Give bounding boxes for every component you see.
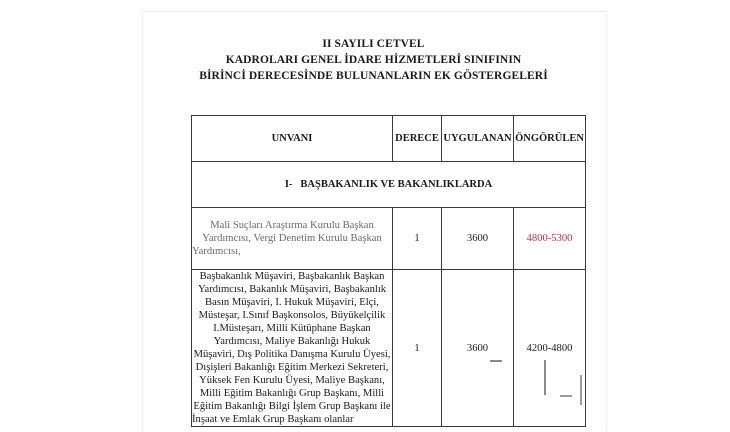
header-derece: DERECE xyxy=(393,116,442,162)
title-line-1: II SAYILI CETVEL xyxy=(322,38,425,50)
section-heading xyxy=(192,162,586,208)
section-label: BAŞBAKANLIK VE BAKANLIKLARDA xyxy=(300,179,493,190)
cell-ongorulen: 4800-5300 xyxy=(514,208,586,270)
scan-artifact xyxy=(544,360,546,395)
section-row xyxy=(192,162,586,208)
section-number: I- xyxy=(284,179,293,190)
table-row xyxy=(192,270,586,427)
header-ongorulen: ÖNGÖRÜLEN xyxy=(514,116,586,162)
title-line-3: BİRİNCİ DERECESİNDE BULUNANLARIN EK GÖSTERGELERİ xyxy=(199,70,548,82)
scan-artifact xyxy=(560,395,572,397)
document-title xyxy=(142,36,605,84)
title-line-2: KADROLARI GENEL İDARE HİZMETLERİ SINIFININ xyxy=(225,54,522,66)
header-unvani: UNVANI xyxy=(192,116,393,162)
table-header-row xyxy=(192,116,586,162)
cell-uygulanan: 3600 xyxy=(442,270,514,427)
cell-derece: 1 xyxy=(393,270,442,427)
table-row xyxy=(192,208,586,270)
ek-gosterge-table xyxy=(191,115,586,427)
scan-artifact xyxy=(580,375,582,405)
cell-derece: 1 xyxy=(393,208,442,270)
cell-unvani: Başbakanlık Müşaviri, Başbakanlık Başkan Yardımcısı, Bakanlık Müşaviri, Başbakanlık Basın Müşaviri, I. Hukuk Müşaviri, Elçi, Müsteşar, I.Sınıf Başkonsolos, Büyükelçilik I.Müsteşarı, Milli Kütüphane Başkan Yardımcısı, Maliye Bakanlığı Hukuk Müşaviri, Dış Politika Danışma Kurulu Üyesi, Dışişleri Bakanlığı Eğitim Merkezi Sekreteri, Yüksek Fen Kurulu Üyesi, Maliye Başkanı, Milli Eğitim Bakanlığı Grup Başkanı, Milli Eğitim Bakanlığı Bilgi İşlem Grup Başkanı ile İnşaat ve Emlak Grup Başkanı olanlar xyxy=(192,271,391,425)
cell-uygulanan: 3600 xyxy=(442,208,514,270)
header-uygulanan: UYGULANAN xyxy=(442,116,514,162)
cell-unvani: Mali Suçları Araştırma Kurulu Başkan Yardımcısı, Vergi Denetim Kurulu Başkan Yardımcısı, xyxy=(192,208,393,270)
scan-artifact xyxy=(490,360,502,362)
cell-ongorulen: 4200-4800 xyxy=(514,270,586,427)
